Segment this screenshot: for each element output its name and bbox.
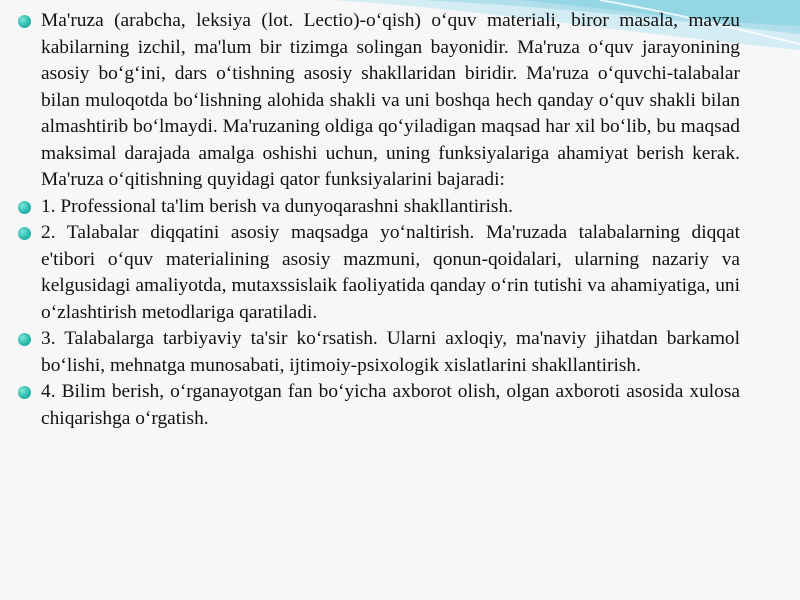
bullet-text: Ma'ruza (arabcha, leksiya (lot. Lectio)-oʻqish) oʻquv materiali, biror masala, mavzu kabilarning izchil, ma'lum bir tizimga solingan bayonidir. Ma'ruza oʻquv jarayonining asosiy boʻgʻini, dars oʻtishning asosiy shakllaridan biridir. Ma'ruza oʻquvchi-talabalar bilan muloqotda boʻlishning alohida shakli va uni boshqa hech qanday oʻquv shakli bilan almashtirib boʻlmaydi. Ma'ruzaning oldiga qoʻyiladigan maqsad har xil boʻlib, bu maqsad maksimal darajada amalga oshishi uchun, uning funksiyalariga ahamiyat berish kerak. Ma'ruza oʻqitishning quyidagi qator funksiyalarini bajaradi:	[41, 10, 740, 190]
bullet-text: 1. Professional ta'lim berish va dunyoqarashni shakllantirish.	[41, 195, 514, 217]
bullet-icon	[18, 15, 31, 28]
bullet-item	[18, 194, 740, 221]
bullet-item	[18, 220, 740, 326]
bullet-text: 2. Talabalar diqqatini asosiy maqsadga yoʻnaltirish. Ma'ruzada talabalarning diqqat e'tibori oʻquv materialining asosiy mazmuni, qonun-qoidalari, ularning nazariy va kelgusidagi amaliyotda, mutaxssislaik faoliyatida qanday oʻrin tutishi va ahamiyatiga, uni oʻzlashtirish metodlariga qaratiladi.	[41, 222, 740, 323]
bullet-icon	[18, 227, 31, 240]
bullet-item	[18, 379, 740, 432]
bullet-text: 3. Talabalarga tarbiyaviy ta'sir koʻrsatish. Ularni axloqiy, ma'naviy jihatdan barkamol boʻlishi, mehnatga munosabati, ijtimoiy-psixologik xislatlarini shakllantirish.	[41, 328, 740, 376]
bullet-icon	[18, 201, 31, 214]
slide-content	[18, 8, 740, 432]
bullet-item	[18, 326, 740, 379]
bullet-icon	[18, 333, 31, 346]
bullet-text: 4. Bilim berish, oʻrganayotgan fan boʻyicha axborot olish, olgan axboroti asosida xulosa chiqarishga oʻrgatish.	[41, 381, 740, 429]
bullet-icon	[18, 386, 31, 399]
bullet-item	[18, 8, 740, 194]
